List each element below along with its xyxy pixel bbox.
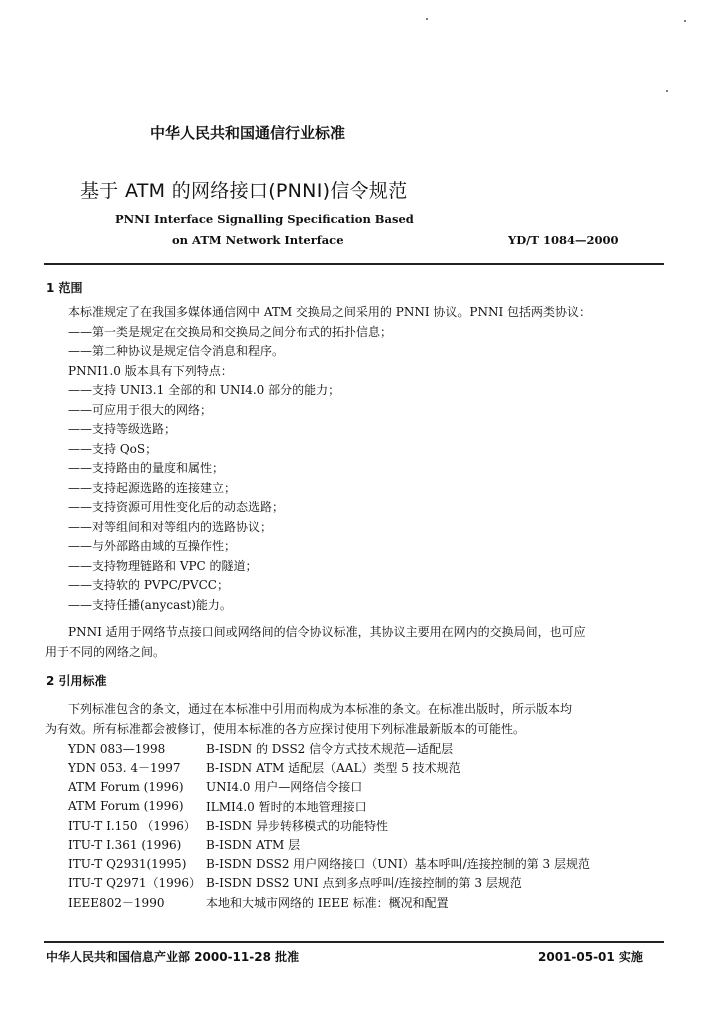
reference-code: ITU-T I.150 （1996） <box>68 818 196 833</box>
reference-code: YDN 053. 4－1997 <box>68 761 181 776</box>
reference-title: 本地和大城市网络的 IEEE 标准：概况和配置 <box>206 895 449 910</box>
document-title-en-line1: PNNI Interface Signalling Specification Based <box>115 212 414 226</box>
section1-line: ——第一类是规定在交换局和交换局之间分布式的拓扑信息； <box>68 324 393 339</box>
section1-line: ——支持起源选路的连接建立； <box>68 480 237 495</box>
reference-title: UNI4.0 用户—网络信令接口 <box>206 780 363 795</box>
reference-code: YDN 083—1998 <box>68 741 166 756</box>
section1-closing-line1: PNNI 适用于网络节点接口间或网络间的信令协议标准，其协议主要用在网内的交换局间，也可应 <box>68 625 586 639</box>
section1-line: PNNI1.0 版本具有下列特点： <box>68 363 233 378</box>
footer-rule <box>44 941 664 943</box>
section1-line: ——支持资源可用性变化后的动态选路； <box>68 500 285 514</box>
scan-speck <box>684 20 686 22</box>
section1-line: ——第二种协议是规定信令消息和程序。 <box>68 344 285 358</box>
reference-code: ITU-T I.361 (1996) <box>68 837 182 852</box>
reference-code: ATM Forum (1996) <box>68 779 184 794</box>
section1-line: ——支持物理链路和 VPC 的隧道； <box>68 558 258 573</box>
reference-code: ITU-T Q2971（1996） <box>68 876 202 891</box>
header-rule <box>44 263 664 265</box>
section1-heading: 1 范围 <box>46 281 83 295</box>
reference-title: B-ISDN 异步转移模式的功能特性 <box>206 818 388 833</box>
section1-closing-paragraph <box>45 623 665 662</box>
reference-code: ATM Forum (1996) <box>68 799 184 814</box>
footer-effective-date: 2001-05-01 实施 <box>538 950 643 964</box>
reference-title: ILMI4.0 暂时的本地管理接口 <box>206 799 367 814</box>
section1-line: ——支持路由的量度和属性； <box>68 461 225 475</box>
table-row <box>68 816 590 835</box>
reference-table <box>68 739 590 912</box>
standard-code: YD/T 1084—2000 <box>508 233 619 247</box>
table-row <box>68 777 590 796</box>
table-row <box>68 835 590 854</box>
document-title-en-line2: on ATM Network Interface <box>172 233 344 247</box>
section1-body <box>68 303 591 615</box>
standard-category: 中华人民共和国通信行业标准 <box>150 124 346 142</box>
section2-heading: 2 引用标准 <box>46 674 107 688</box>
table-row <box>68 854 590 873</box>
section1-line: ——支持软的 PVPC/PVCC； <box>68 578 229 592</box>
reference-title: B-ISDN 的 DSS2 信令方式技术规范—适配层 <box>206 742 454 757</box>
section1-line: ——可应用于很大的网络； <box>68 402 213 417</box>
section1-line: ——支持 UNI3.1 全部的和 UNI4.0 部分的能力； <box>68 383 341 397</box>
table-row <box>68 797 590 816</box>
scan-speck <box>666 90 668 92</box>
section2-intro-line1: 下列标准包含的条文，通过在本标准中引用而构成为本标准的条文。在标准出版时，所示版本均 <box>68 702 573 716</box>
reference-title: B-ISDN ATM 适配层（AAL）类型 5 技术规范 <box>206 761 461 776</box>
section1-line: ——与外部路由域的互操作性； <box>68 539 237 553</box>
section1-line: ——支持 QoS； <box>68 441 158 456</box>
scan-speck <box>426 18 428 20</box>
reference-title: B-ISDN DSS2 UNI 点到多点呼叫/连接控制的第 3 层规范 <box>206 876 522 891</box>
reference-code: ITU-T Q2931(1995) <box>68 856 187 871</box>
table-row <box>68 873 590 892</box>
reference-code: IEEE802－1990 <box>68 895 165 910</box>
table-row <box>68 739 590 758</box>
section1-line: ——支持任播(anycast)能力。 <box>68 597 232 612</box>
section1-line: ——支持等级选路； <box>68 422 177 436</box>
section1-line: 本标准规定了在我国多媒体通信网中 ATM 交换局之间采用的 PNNI 协议。PNNI 包括两类协议： <box>68 305 592 319</box>
footer-issuer: 中华人民共和国信息产业部 2000-11-28 批准 <box>46 950 300 964</box>
reference-title: B-ISDN ATM 层 <box>206 838 301 853</box>
section2-intro-line2: 为有效。所有标准都会被修订，使用本标准的各方应探讨使用下列标准最新版本的可能性。 <box>45 721 526 736</box>
section1-line: ——对等组间和对等组内的选路协议； <box>68 519 273 534</box>
table-row <box>68 758 590 777</box>
reference-title: B-ISDN DSS2 用户网络接口（UNI）基本呼叫/连接控制的第 3 层规范 <box>206 857 590 872</box>
table-row <box>68 893 590 912</box>
document-title-cn: 基于 ATM 的网络接口(PNNI)信令规范 <box>80 180 408 202</box>
section2-intro-paragraph <box>45 700 665 739</box>
section1-closing-line2: 用于不同的网络之间。 <box>45 644 166 659</box>
